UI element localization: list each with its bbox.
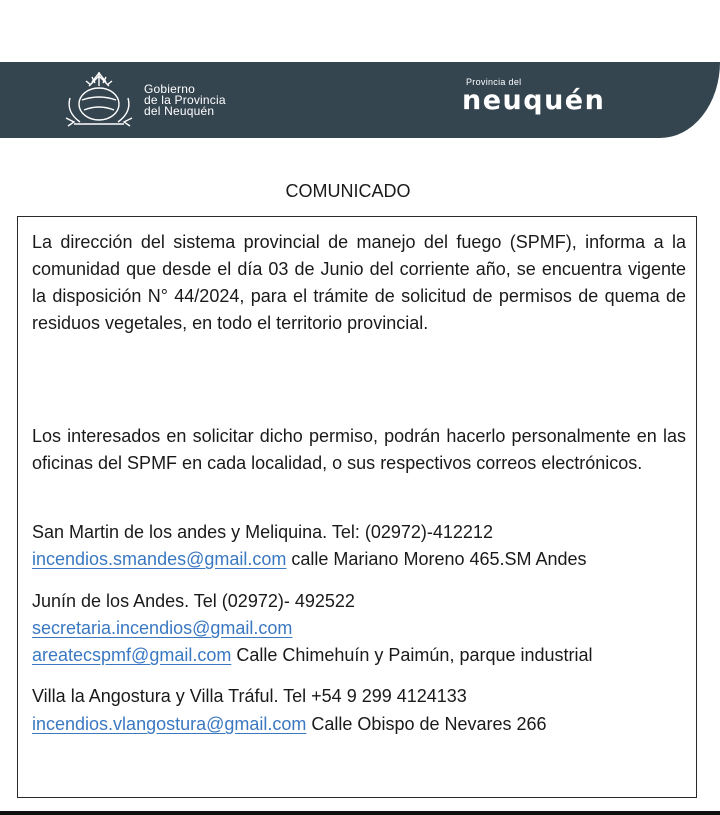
- neuquen-brand-logo: [462, 77, 605, 115]
- announcement-box: [17, 216, 697, 798]
- email-link-sma[interactable]: incendios.smandes@gmail.com: [32, 549, 287, 569]
- office-heading-sma: San Martin de los andes y Meliquina. Tel: (02972)-412212: [32, 522, 493, 542]
- government-logo: [62, 72, 226, 128]
- office-contact-vla: [32, 711, 547, 738]
- gov-line-1: Gobierno: [144, 81, 195, 96]
- brand-subtitle: Provincia del: [466, 77, 522, 87]
- office-contact-sma: [32, 546, 587, 573]
- provincial-crest-icon: [62, 72, 136, 128]
- document-title: COMUNICADO: [285, 181, 411, 201]
- intro-paragraph: La dirección del sistema provincial de manejo del fuego (SPMF), informa a la comunidad que desde el día 03 de Junio del corriente año, se encuentra vigente la disposición N° 44/2024, para el trámite de solicitud de permisos de quema de residuos vegetales, en todo el territorio provincial.: [32, 232, 686, 333]
- email-link-junin-secretaria[interactable]: secretaria.incendios@gmail.com: [32, 618, 293, 638]
- office-heading-junin: Junín de los Andes. Tel (02972)- 492522: [32, 591, 355, 611]
- email-link-junin-areatec[interactable]: areatecspmf@gmail.com: [32, 645, 232, 665]
- gov-line-3: del Neuquén: [144, 103, 215, 118]
- address-sma: calle Mariano Moreno 465.SM Andes: [286, 549, 587, 569]
- brand-name: neuquén: [462, 85, 606, 116]
- address-junin: Calle Chimehuín y Paimún, parque industrial: [231, 645, 593, 665]
- header-banner: [0, 62, 720, 138]
- bottom-divider: [0, 811, 720, 815]
- address-vla: Calle Obispo de Nevares 266: [306, 714, 547, 734]
- gov-line-2: de la Provincia: [144, 92, 226, 107]
- instructions-paragraph: Los interesados en solicitar dicho permiso, podrán hacerlo personalmente en las oficinas del SPMF en cada localidad, o sus respectivos correos electrónicos.: [32, 426, 686, 473]
- email-link-vla[interactable]: incendios.vlangostura@gmail.com: [32, 714, 307, 734]
- office-heading-vla: Villa la Angostura y Villa Tráful. Tel +54 9 299 4124133: [32, 686, 467, 706]
- office-contact-junin-1: [32, 615, 292, 642]
- office-contact-junin-2: [32, 642, 593, 669]
- government-wordmark: [144, 81, 226, 118]
